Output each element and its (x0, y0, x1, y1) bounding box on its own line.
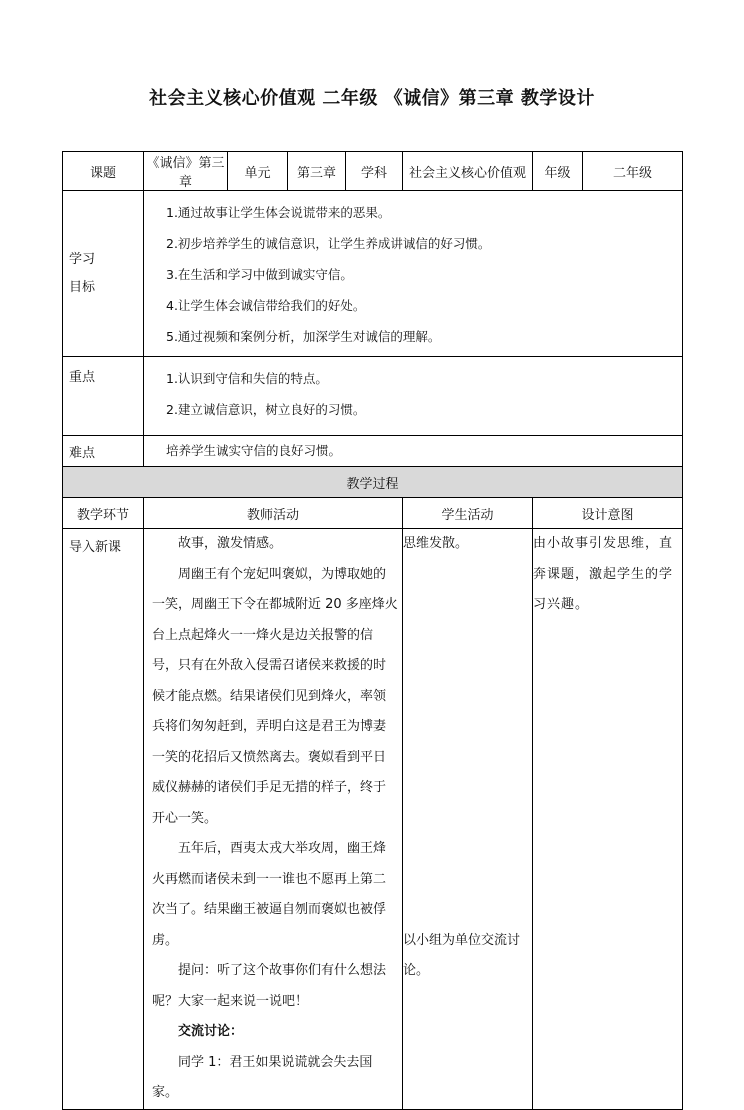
col-student: 学生活动 (403, 498, 533, 529)
discussion-line: 同学 1：君王如果说谎就会失去国家。 (152, 1054, 373, 1100)
discussion-label: 交流讨论： (178, 1024, 244, 1039)
goal-item: 1.通过故事让学生体会说谎带来的恶果。 (166, 205, 391, 220)
student-activity-cell (403, 529, 533, 1110)
question-paragraph: 提问：听了这个故事你们有什么想法呢？大家一起来说一说吧！ (152, 963, 387, 1009)
col-stage: 教学环节 (63, 498, 144, 529)
difficulty-row (63, 436, 683, 467)
goals-cell (144, 191, 683, 357)
teacher-intro: 故事，激发情感。 (178, 536, 283, 551)
col-intent: 设计意图 (533, 498, 683, 529)
grade-label: 年级 (533, 152, 583, 191)
difficulty-cell (144, 436, 683, 467)
subject-label: 学科 (346, 152, 403, 191)
col-teacher: 教师活动 (144, 498, 403, 529)
difficulty-text: 培养学生诚实守信的良好习惯。 (166, 443, 342, 458)
document-title: 社会主义核心价值观 二年级 《诚信》第三章 教学设计 (149, 88, 595, 109)
key-point-item: 2.建立诚信意识，树立良好的习惯。 (166, 402, 366, 417)
subject-value: 社会主义核心价值观 (403, 152, 533, 191)
key-points-row (63, 357, 683, 436)
goal-item: 5.通过视频和案例分析，加深学生对诚信的理解。 (166, 329, 441, 344)
goal-item: 3.在生活和学习中做到诚实守信。 (166, 267, 353, 282)
design-intent-cell: 由小故事引发思维，直奔课题，激起学生的学习兴趣。 (533, 529, 683, 1110)
topic-label: 课题 (63, 152, 144, 191)
unit-label: 单元 (228, 152, 288, 191)
header-row (63, 152, 683, 191)
key-points-label: 重点 (63, 357, 144, 436)
difficulty-label: 难点 (63, 436, 144, 467)
unit-value: 第三章 (288, 152, 346, 191)
goal-item: 2.初步培养学生的诚信意识，让学生养成讲诚信的好习惯。 (166, 236, 491, 251)
goals-label (63, 191, 144, 357)
goals-label-text: 学习目标 (69, 251, 96, 295)
process-body-row (63, 529, 683, 1110)
story-paragraph-2: 五年后，酉夷太戎大举攻周，幽王烽火再燃而诸侯未到一一谁也不愿再上第二次当了。结果幽王被逼自刎而褒姒也被俘虏。 (152, 841, 387, 948)
key-points-cell (144, 357, 683, 436)
key-point-item: 1.认识到守信和失信的特点。 (166, 371, 328, 386)
lesson-plan-table (62, 151, 683, 1110)
student-activity-1: 思维发散。 (403, 536, 469, 551)
process-section-title: 教学过程 (63, 467, 683, 498)
story-paragraph-1: 周幽王有个宠妃叫褒姒，为博取她的一笑，周幽王下令在都城附近 20 多座烽火台上点起烽火一一烽火是边关报警的信号，只有在外敌入侵需召诸侯来救援的时候才能点燃。结果诸侯们见到烽火，率领兵将们匆匆赶到，弄明白这是君王为博妻一笑的花招后又愤然离去。褒姒看到平日威仪赫赫的诸侯们手足无措的样子，终于开心一笑。 (152, 566, 398, 826)
goal-item: 4.让学生体会诚信带给我们的好处。 (166, 298, 366, 313)
goals-row (63, 191, 683, 357)
grade-value: 二年级 (583, 152, 683, 191)
teacher-activity-cell (144, 529, 403, 1110)
stage-cell: 导入新课 (63, 529, 144, 1110)
process-section-row (63, 467, 683, 498)
student-activity-2: 以小组为单位交流讨论。 (403, 932, 521, 978)
topic-value: 《诚信》第三章 (144, 152, 228, 191)
process-column-header (63, 498, 683, 529)
